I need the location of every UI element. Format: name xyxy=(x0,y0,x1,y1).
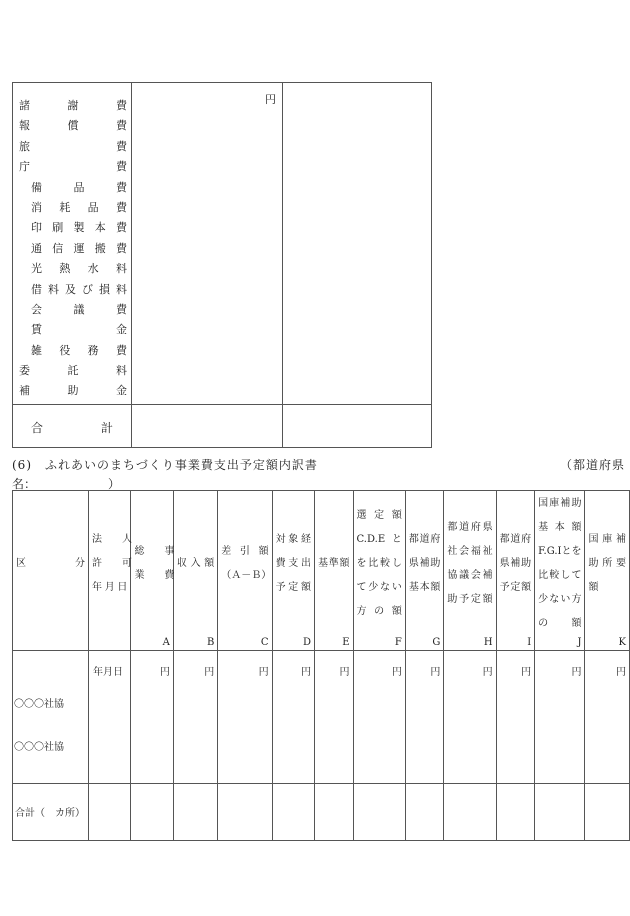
header-line: 収 入 額 xyxy=(176,557,215,569)
prefecture-close: ） xyxy=(108,477,121,491)
divider xyxy=(131,83,132,447)
column-letter: K xyxy=(618,637,626,648)
prefecture-label: （都道府県 xyxy=(560,458,626,472)
total-cell xyxy=(173,784,217,841)
header-row xyxy=(13,491,630,651)
header-line: F.G.Iとを xyxy=(538,545,582,557)
header-line: 県補助 xyxy=(408,557,441,569)
body-cell xyxy=(535,651,585,784)
column-letter: B xyxy=(206,637,215,648)
total-cell xyxy=(218,784,272,841)
yen-unit: 円 xyxy=(265,93,276,106)
section-title: (6) ふれあいのまちづくり事業費支出予定額内訳書 xyxy=(12,458,318,472)
header-line: 差 引 額 xyxy=(221,545,269,557)
expense-item: 光熱水料 xyxy=(31,262,127,276)
column-letter: I xyxy=(527,637,532,648)
yen-unit: 円 xyxy=(571,667,582,678)
header-text xyxy=(588,491,626,636)
header-line: 国庫補助 xyxy=(538,497,582,509)
divider xyxy=(13,404,431,405)
total-cell xyxy=(315,784,354,841)
header-cell xyxy=(89,491,131,651)
expense-item: 報償費 xyxy=(19,119,127,133)
total-cell xyxy=(405,784,444,841)
header-cell xyxy=(444,491,496,651)
header-line: 方 の 額 xyxy=(356,605,402,617)
total-label: 合計（ カ所） xyxy=(15,808,85,819)
header-line: の 額 xyxy=(538,617,582,629)
header-line: （Ａ－Ｂ） xyxy=(221,569,272,581)
header-cell xyxy=(13,491,89,651)
column-letter: E xyxy=(342,637,350,648)
header-line: 業 費 xyxy=(134,569,175,581)
header-line: 年月日 xyxy=(92,581,128,593)
header-line: 県補助 xyxy=(499,557,532,569)
expense-item: 備品費 xyxy=(31,180,127,194)
header-line: 都道府県 xyxy=(447,521,493,533)
expense-item: 補助金 xyxy=(19,384,127,398)
header-line: 基本額 xyxy=(408,581,441,593)
expense-item: 庁費 xyxy=(19,160,127,174)
column-letter: H xyxy=(483,637,493,648)
header-line: 対象経 xyxy=(275,533,312,545)
prefecture-name-label: 名： xyxy=(12,477,37,491)
header-line: を比較し xyxy=(356,557,402,569)
header-line: 基 本 額 xyxy=(538,521,582,533)
header-line: 基準額 xyxy=(318,557,350,569)
yen-unit: 円 xyxy=(521,667,532,678)
total-cell xyxy=(535,784,585,841)
header-cell xyxy=(131,491,173,651)
total-cell xyxy=(13,784,89,841)
yen-unit: 円 xyxy=(258,667,269,678)
header-line: 額 xyxy=(588,581,599,593)
header-text xyxy=(92,491,132,636)
header-cell xyxy=(535,491,585,651)
header-text xyxy=(318,491,350,636)
header-cell xyxy=(405,491,444,651)
header-cell xyxy=(272,491,314,651)
header-line: 比較して xyxy=(538,569,582,581)
expense-item: 雑役務費 xyxy=(31,343,127,357)
header-text xyxy=(276,491,311,636)
header-line: 都道府 xyxy=(499,533,532,545)
header-line: 少ない方 xyxy=(538,593,582,605)
header-text xyxy=(409,491,441,636)
body-cell xyxy=(585,651,630,784)
header-line: 協議会補 xyxy=(447,569,493,581)
expense-item: 会議費 xyxy=(31,302,127,316)
header-text xyxy=(447,491,492,636)
header-line: 許 可 xyxy=(92,557,132,569)
header-text xyxy=(221,491,272,636)
date-label: 年月日 xyxy=(93,667,123,678)
header-text xyxy=(16,491,85,636)
yen-unit: 円 xyxy=(430,667,441,678)
total-label: 合計 xyxy=(31,421,113,435)
expense-item: 借料及び損料 xyxy=(31,282,127,296)
body-cell xyxy=(353,651,405,784)
header-line: 総 事 xyxy=(134,545,175,557)
header-line: C.D.Eと xyxy=(356,533,402,545)
column-letter: D xyxy=(302,637,312,648)
body-cell xyxy=(89,651,131,784)
total-cell xyxy=(353,784,405,841)
body-cell xyxy=(444,651,496,784)
body-cell xyxy=(13,651,89,784)
expense-item: 賃金 xyxy=(31,323,127,337)
header-line: 助所要 xyxy=(588,557,626,569)
header-line: 予定額 xyxy=(275,581,312,593)
body-cell xyxy=(405,651,444,784)
total-cell xyxy=(89,784,131,841)
header-line: 法 人 xyxy=(92,533,132,545)
column-letter: G xyxy=(432,637,441,648)
yen-unit: 円 xyxy=(616,667,626,678)
header-line: 費支出 xyxy=(275,557,312,569)
total-row xyxy=(13,784,630,841)
header-cell xyxy=(585,491,630,651)
organization-name: 〇〇〇社協 xyxy=(14,742,64,753)
body-cell xyxy=(173,651,217,784)
expense-item: 旅費 xyxy=(19,139,127,153)
yen-unit: 円 xyxy=(391,667,402,678)
body-cell xyxy=(272,651,314,784)
header-cell xyxy=(496,491,535,651)
total-cell xyxy=(444,784,496,841)
column-letter: F xyxy=(394,637,402,648)
header-cell xyxy=(173,491,217,651)
total-cell xyxy=(496,784,535,841)
expense-items xyxy=(19,96,127,402)
header-text xyxy=(177,491,214,636)
expense-item: 消耗品費 xyxy=(31,200,127,214)
header-line: 助予定額 xyxy=(447,593,493,605)
body-cell xyxy=(131,651,173,784)
header-line: 予定額 xyxy=(499,581,532,593)
divider xyxy=(282,83,283,447)
total-cell xyxy=(272,784,314,841)
yen-unit: 円 xyxy=(482,667,493,678)
organization-name: 〇〇〇社協 xyxy=(14,699,64,710)
expenditure-breakdown-table xyxy=(12,490,630,841)
header-cell xyxy=(353,491,405,651)
column-letter: J xyxy=(577,637,582,648)
header-line: 社会福祉 xyxy=(447,545,493,557)
header-line: て少ない xyxy=(356,581,402,593)
header-text xyxy=(500,491,532,636)
header-text xyxy=(134,491,175,636)
header-cell xyxy=(218,491,272,651)
header-text xyxy=(538,491,581,636)
yen-unit: 円 xyxy=(301,667,312,678)
body-cell xyxy=(496,651,535,784)
header-line: 国庫補 xyxy=(588,533,626,545)
header-line: 選 定 額 xyxy=(356,509,402,521)
total-cell xyxy=(585,784,630,841)
expense-item: 諸謝費 xyxy=(19,99,127,112)
total-cell xyxy=(131,784,173,841)
column-letter: A xyxy=(162,637,170,648)
expense-item: 印刷製本費 xyxy=(31,221,127,235)
column-letter: C xyxy=(260,637,269,648)
header-line: 都道府 xyxy=(408,533,441,545)
expense-table xyxy=(12,82,432,448)
expense-item: 委託料 xyxy=(19,364,127,378)
table-row xyxy=(13,651,630,784)
yen-unit: 円 xyxy=(204,667,215,678)
header-text xyxy=(357,491,402,636)
body-cell xyxy=(315,651,354,784)
yen-unit: 円 xyxy=(159,667,170,678)
header-line: 区 分 xyxy=(16,557,85,569)
body-cell xyxy=(218,651,272,784)
yen-unit: 円 xyxy=(339,667,350,678)
header-cell xyxy=(315,491,354,651)
expense-item: 通信運搬費 xyxy=(31,241,127,255)
